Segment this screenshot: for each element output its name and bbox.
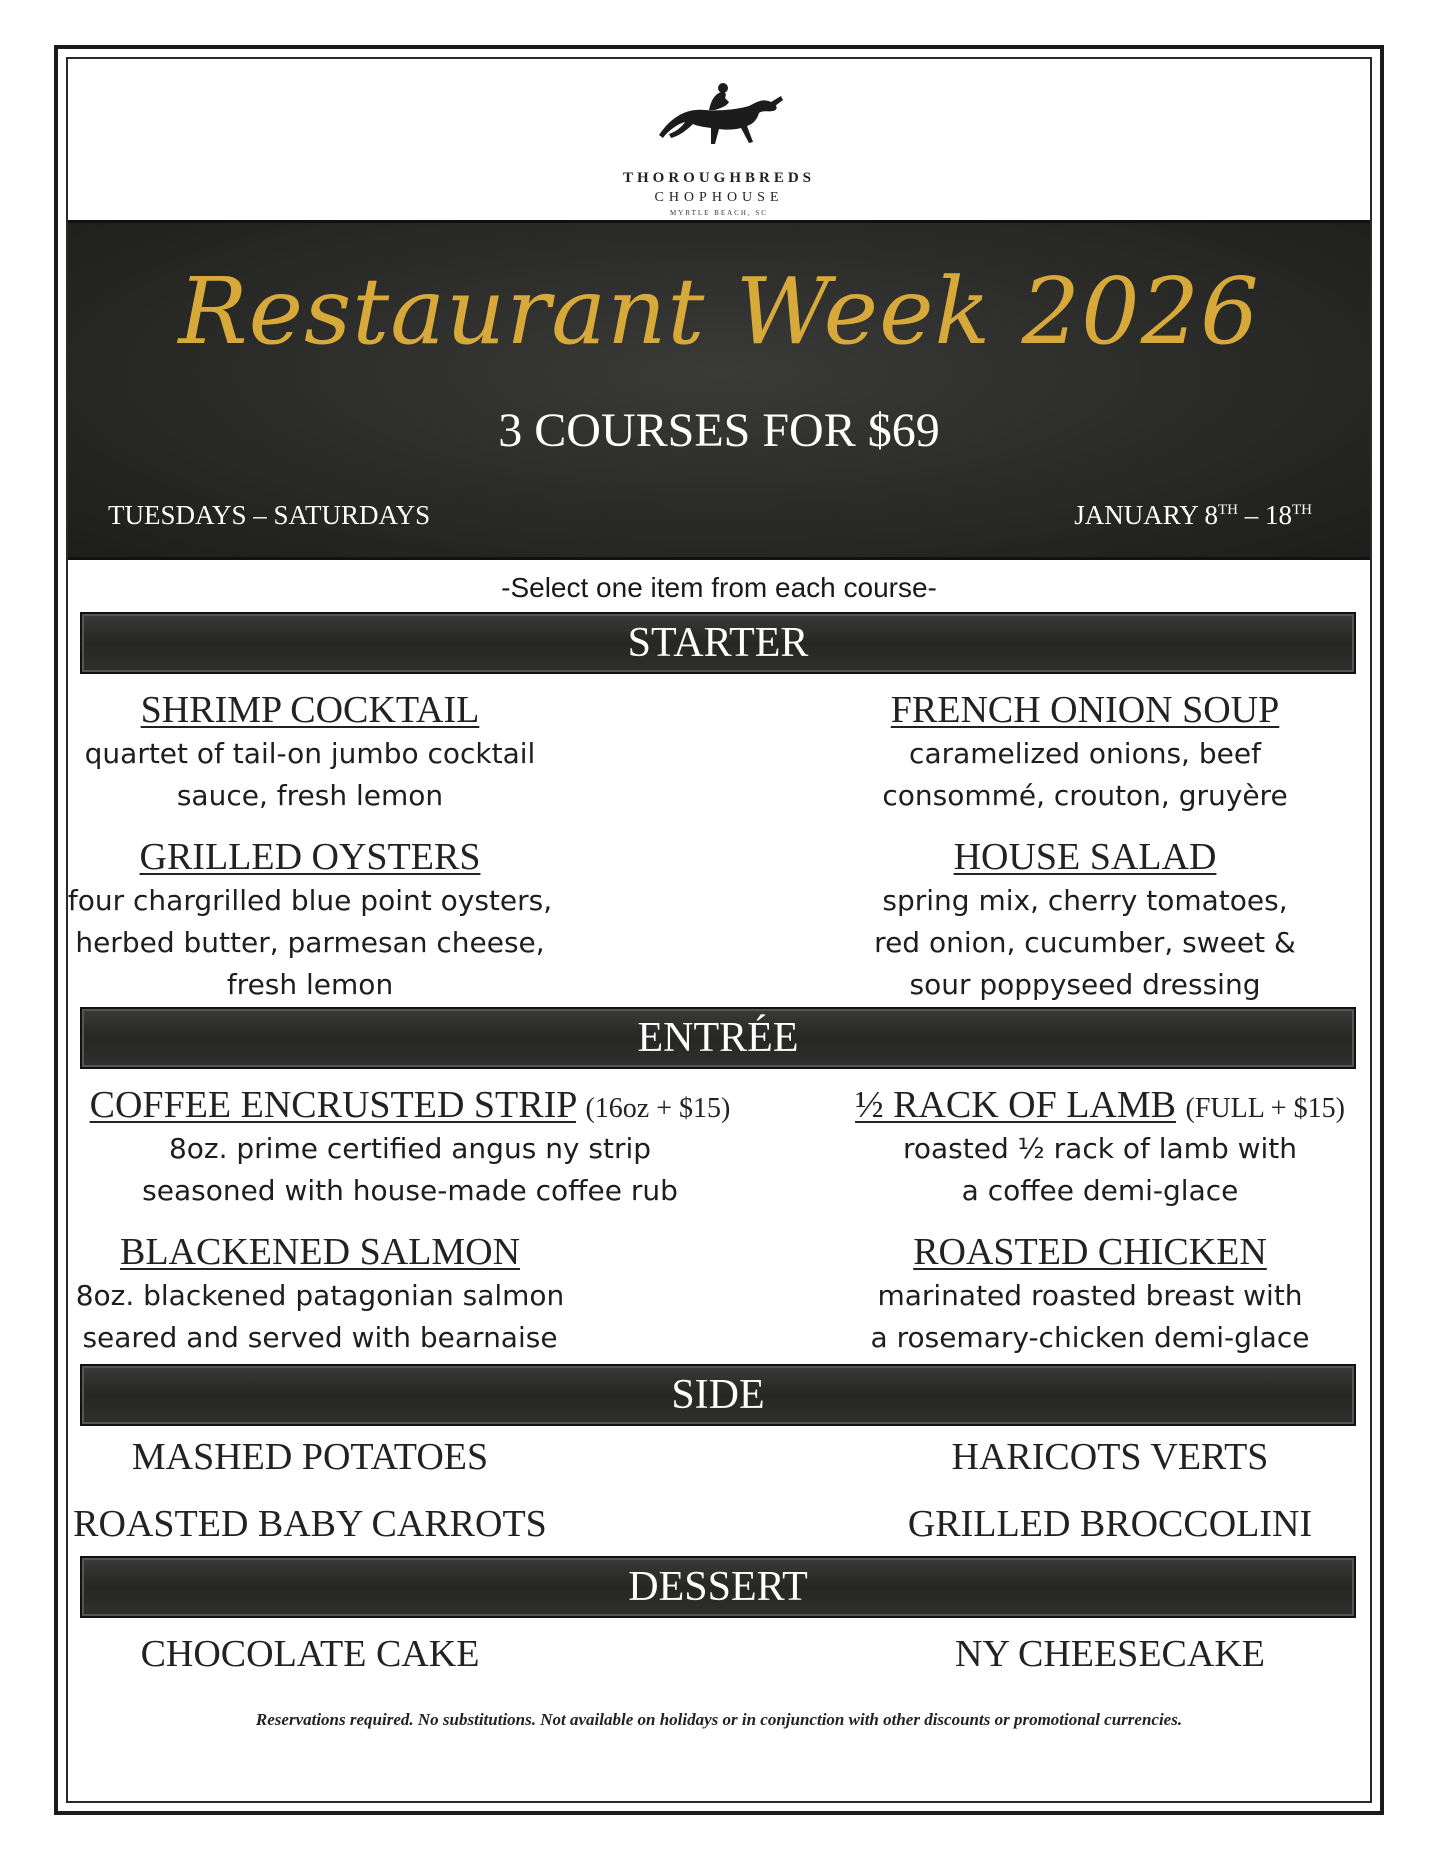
menu-item (60, 1230, 580, 1358)
item-name: SHRIMP COCKTAIL (140, 689, 480, 731)
item-name: ½ RACK OF LAMB (855, 1084, 1177, 1126)
item-name: BLACKENED SALMON (119, 1231, 521, 1273)
side-item: ROASTED BABY CARROTS (73, 1503, 547, 1545)
item-desc-line: fresh lemon (226, 968, 394, 1001)
item-name: COFFEE ENCRUSTED STRIP (89, 1084, 576, 1126)
menu-item (850, 1230, 1330, 1358)
dates-label: JANUARY 8TH – 18TH (1074, 500, 1312, 530)
item-desc-line: a rosemary-chicken demi-glace (870, 1321, 1310, 1354)
hero-banner (68, 220, 1370, 560)
days-label: TUESDAYS – SATURDAYS (108, 500, 431, 530)
menu-item (60, 835, 560, 1005)
logo-name-line2: CHOPHOUSE (654, 190, 784, 205)
item-name: HOUSE SALAD (953, 836, 1217, 878)
item-desc-line: 8oz. prime certified angus ny strip (168, 1132, 652, 1165)
logo-name-line1: THOROUGHBREDS (622, 170, 816, 186)
menu-item (860, 835, 1310, 1005)
item-desc-line: seasoned with house-made coffee rub (142, 1174, 678, 1207)
item-desc-line: spring mix, cherry tomatoes, (882, 884, 1288, 917)
item-name: GRILLED OYSTERS (139, 836, 481, 878)
event-title: Restaurant Week 2026 (178, 258, 1260, 365)
item-upcharge: (16oz + $15) (585, 1093, 731, 1124)
course-header-entree: ENTRÉE (80, 1007, 1356, 1069)
item-upcharge: (FULL + $15) (1185, 1093, 1345, 1124)
item-desc-line: marinated roasted breast with (877, 1279, 1303, 1312)
item-desc-line: sour poppyseed dressing (909, 968, 1261, 1001)
select-instruction: -Select one item from each course- (501, 572, 937, 603)
item-name: FRENCH ONION SOUP (890, 689, 1280, 731)
course-header-dessert: DESSERT (80, 1556, 1356, 1618)
menu-item (70, 1083, 750, 1211)
item-desc-line: roasted ½ rack of lamb with (902, 1132, 1298, 1165)
item-desc-line: quartet of tail-on jumbo cocktail (84, 737, 536, 770)
item-desc-line: caramelized onions, beef (909, 737, 1261, 770)
fine-print: Reservations required. No substitutions. Not available on holidays or in conjunction with other discounts or promotional currencies. (255, 1710, 1183, 1729)
dessert-item: NY CHEESECAKE (955, 1633, 1265, 1675)
item-desc-line: a coffee demi-glace (961, 1174, 1239, 1207)
item-desc-line: 8oz. blackened patagonian salmon (75, 1279, 565, 1312)
price-headline: 3 COURSES FOR $69 (498, 404, 940, 457)
item-desc-line: consommé, crouton, gruyère (882, 779, 1288, 812)
item-name: ROASTED CHICKEN (913, 1231, 1267, 1273)
dessert-item: CHOCOLATE CAKE (140, 1633, 480, 1675)
side-item: HARICOTS VERTS (951, 1436, 1269, 1478)
item-desc-line: red onion, cucumber, sweet & (874, 926, 1296, 959)
course-header-starter: STARTER (80, 612, 1356, 674)
item-desc-line: sauce, fresh lemon (176, 779, 444, 812)
logo-location: MYRTLE BEACH, SC (670, 209, 768, 217)
side-item: MASHED POTATOES (131, 1436, 489, 1478)
horse-jockey-icon (649, 80, 789, 150)
course-header-side: SIDE (80, 1364, 1356, 1426)
item-desc-line: four chargrilled blue point oysters, (67, 884, 553, 917)
menu-item (60, 688, 560, 816)
side-item: GRILLED BROCCOLINI (907, 1503, 1313, 1545)
menu-item (840, 1083, 1360, 1211)
menu-item (860, 688, 1310, 816)
restaurant-logo (0, 80, 1438, 217)
item-desc-line: herbed butter, parmesan cheese, (75, 926, 545, 959)
item-desc-line: seared and served with bearnaise (82, 1321, 558, 1354)
